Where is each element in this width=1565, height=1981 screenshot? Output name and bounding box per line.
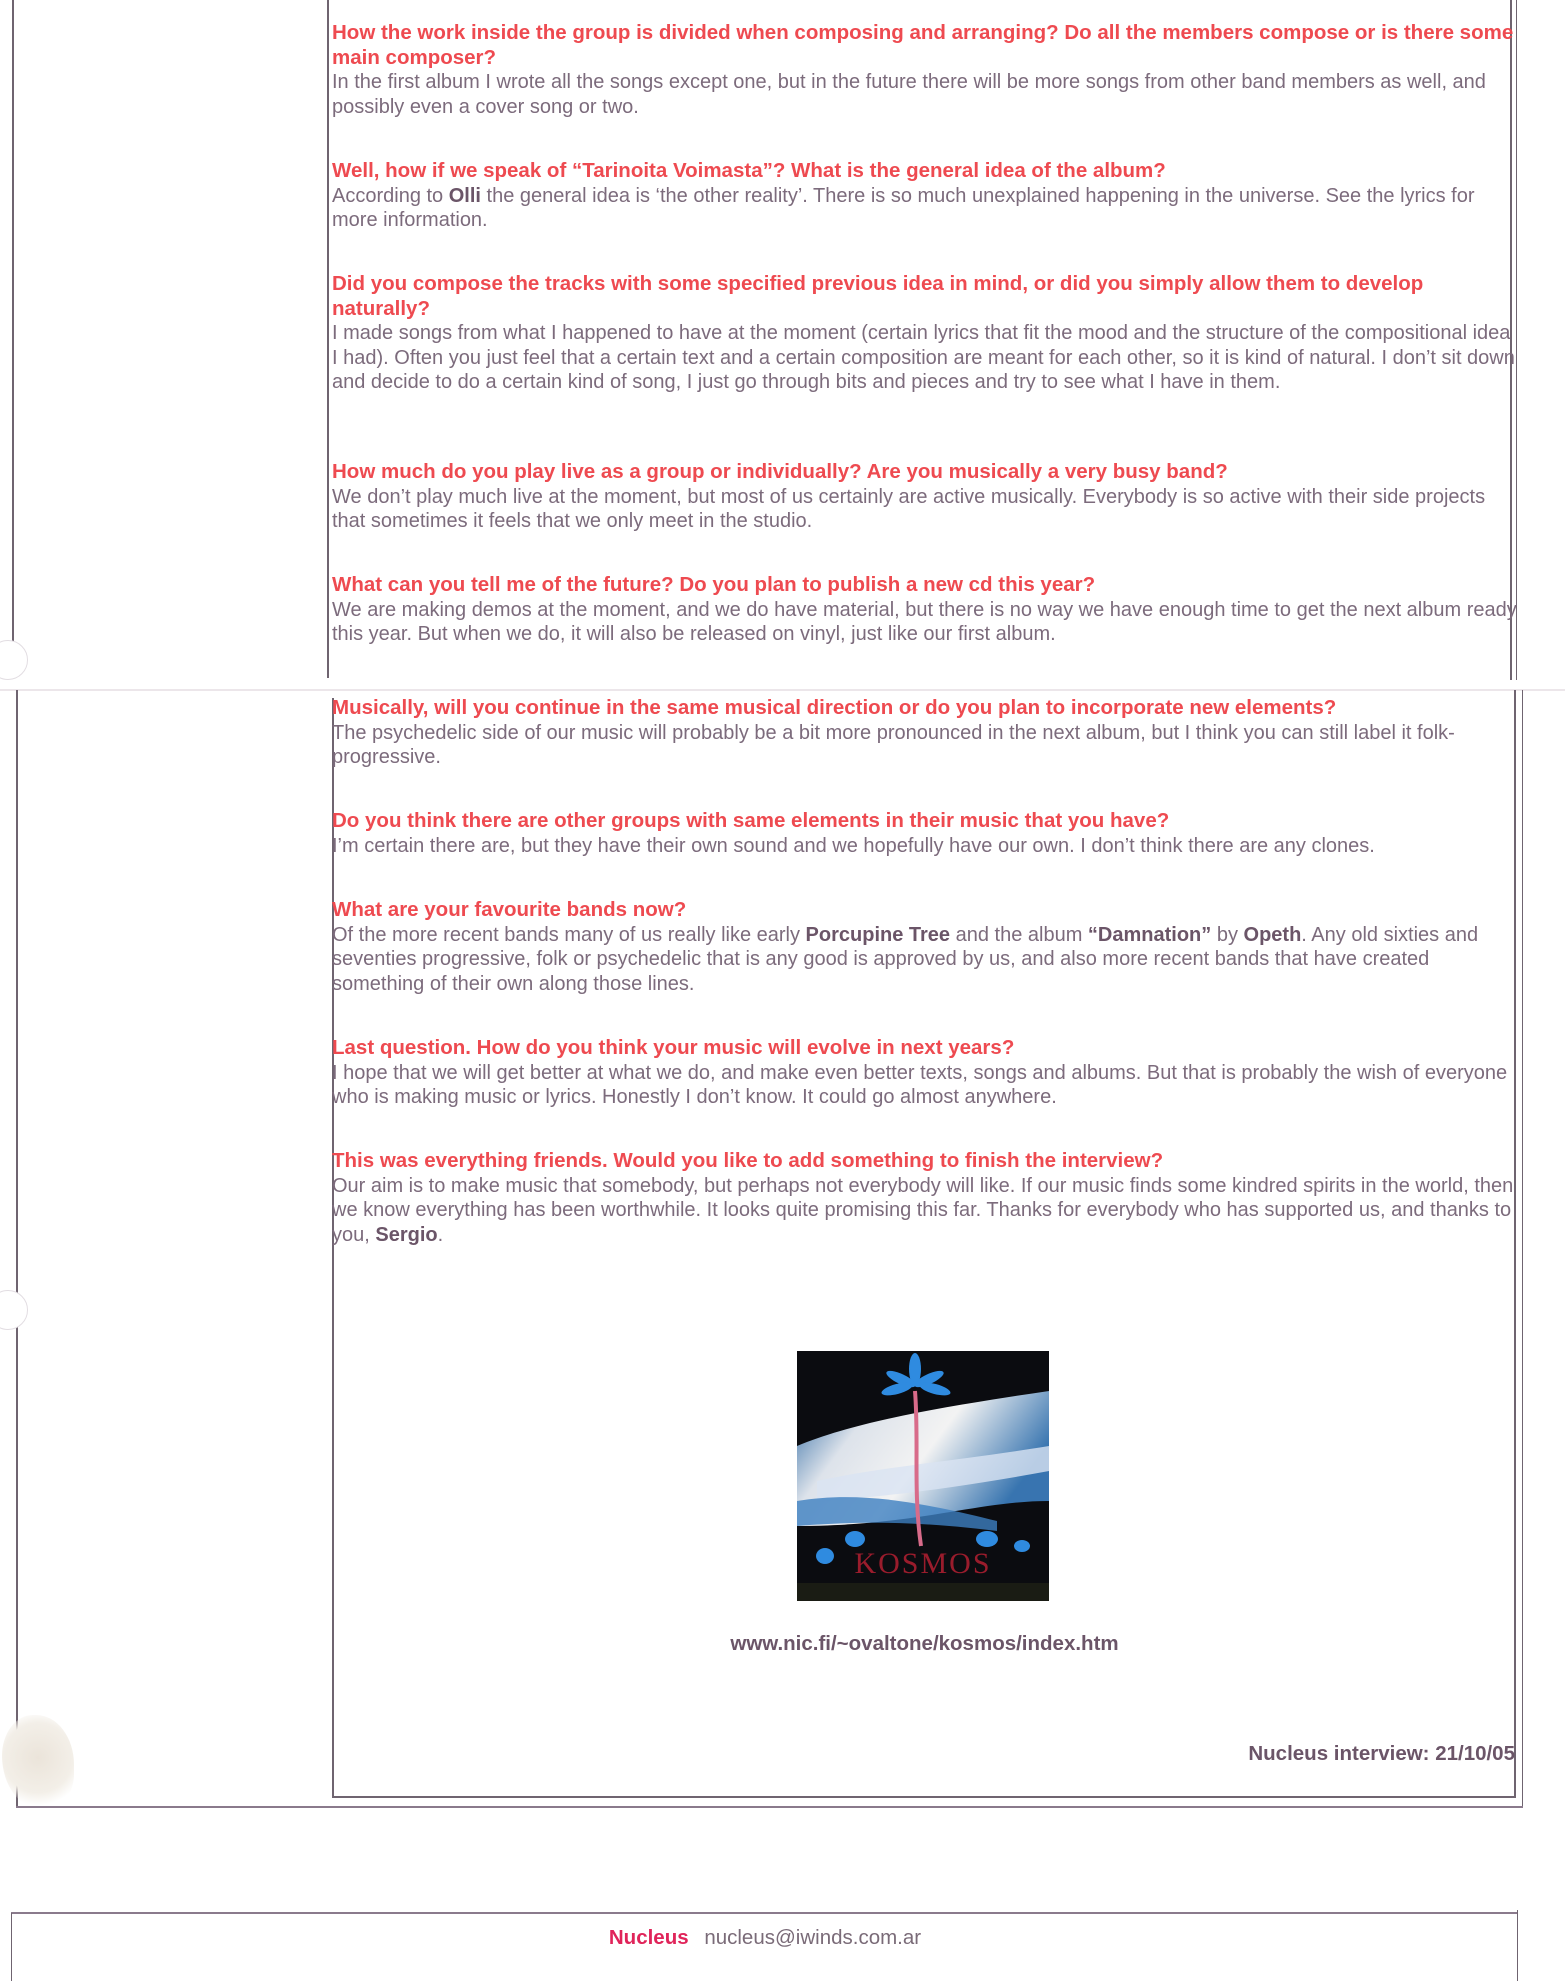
question: Musically, will you continue in the same musical direction or do you plan to incorporate new elements? <box>332 696 1337 719</box>
album-cover-image <box>797 1351 1049 1601</box>
question: How the work inside the group is divided when composing and arranging? Do all the members compose or is there some main composer? <box>332 21 1514 69</box>
answer: The psychedelic side of our music will probably be a bit more pronounced in the next album, but I think you can still label it folk-progressive. <box>332 721 1455 768</box>
qa-item <box>332 898 1517 996</box>
answer: According to Olli the general idea is ‘the other reality’. There is so much unexplained happening in the universe. See the lyrics for more information. <box>332 184 1475 231</box>
qa-item <box>332 1036 1517 1110</box>
answer: Our aim is to make music that somebody, but perhaps not everybody will like. If our music finds some kindred spirits in the world, then we know everything has been worthwhile. It looks quite promising this far. Thanks for everybody who has supported us, and thanks to you, Sergio. <box>332 1174 1514 1246</box>
answer: We don’t play much live at the moment, but most of us certainly are active musically. Everybody is so active with their side projects that sometimes it feels that we only meet in the studio. <box>332 485 1486 532</box>
answer: I hope that we will get better at what we do, and make even better texts, songs and albums. But that is probably the wish of everyone who is making music or lyrics. Honestly I don’t know. It could go almost anywhere. <box>332 1061 1508 1108</box>
binder-hole-top <box>0 640 28 680</box>
interview-credit: Nucleus interview: 21/10/05 <box>1248 1742 1515 1765</box>
question: Last question. How do you think your music will evolve in next years? <box>332 1036 1015 1059</box>
answer: In the first album I wrote all the songs except one, but in the future there will be more songs from other band members as well, and possibly even a cover song or two. <box>332 71 1486 118</box>
question: Well, how if we speak of “Tarinoita Voimasta”? What is the general idea of the album? <box>332 159 1166 182</box>
right-frame-bottom-b <box>1522 690 1523 1807</box>
footer-email-link[interactable]: nucleus@iwinds.com.ar <box>704 1926 922 1949</box>
answer: I’m certain there are, but they have their own sound and we hopefully have our own. I don’t think there are any clones. <box>332 834 1375 857</box>
question: What are your favourite bands now? <box>332 898 687 921</box>
qa-item <box>332 696 1517 770</box>
question: How much do you play live as a group or individually? Are you musically a very busy band? <box>332 460 1228 483</box>
question: Did you compose the tracks with some specified previous idea in mind, or did you simply allow them to develop naturally? <box>332 272 1424 320</box>
answer: We are making demos at the moment, and we do have material, but there is no way we have enough time to get the next album ready this year. But when we do, it will also be released on vinyl, just like our first album. <box>332 598 1517 645</box>
album-title-text: KOSMOS <box>854 1547 992 1580</box>
outer-frame-bottom <box>16 1806 1523 1808</box>
answer: I made songs from what I happened to have at the moment (certain lyrics that fit the mood and the structure of the compositional idea I had). Often you just feel that a certain text and a certain composition are meant for each other, so it is kind of natural. I don’t sit down and decide to do a certain kind of song, I just go through bits and pieces and try to see what I have in them. <box>332 322 1515 393</box>
binder-hole-middle <box>0 1290 28 1330</box>
album-art-icon <box>797 1351 1049 1601</box>
outer-frame-left-top <box>12 0 14 648</box>
question: What can you tell me of the future? Do you plan to publish a new cd this year? <box>332 573 1096 596</box>
qa-item <box>332 809 1517 858</box>
footer-box-top <box>11 1912 1518 1914</box>
paper-stain <box>2 1715 74 1810</box>
band-website-link[interactable]: www.nic.fi/~ovaltone/kosmos/index.htm <box>730 1632 1119 1655</box>
answer: Of the more recent bands many of us really like early Porcupine Tree and the album “Damnation” by Opeth. Any old sixties and seventies progressive, folk or psychedelic that is any good is approved by us, and also more recent bands that have created something of their own along those lines. <box>332 923 1479 995</box>
question: This was everything friends. Would you like to add something to finish the interview? <box>332 1149 1164 1172</box>
outer-frame-left-bottom <box>16 690 18 1807</box>
footer-brand: Nucleus <box>608 1926 689 1949</box>
question: Do you think there are other groups with same elements in their music that you have? <box>332 809 1170 832</box>
footer <box>0 1926 1530 1950</box>
qa-item <box>332 1149 1517 1247</box>
inner-frame-left-top <box>327 0 329 678</box>
